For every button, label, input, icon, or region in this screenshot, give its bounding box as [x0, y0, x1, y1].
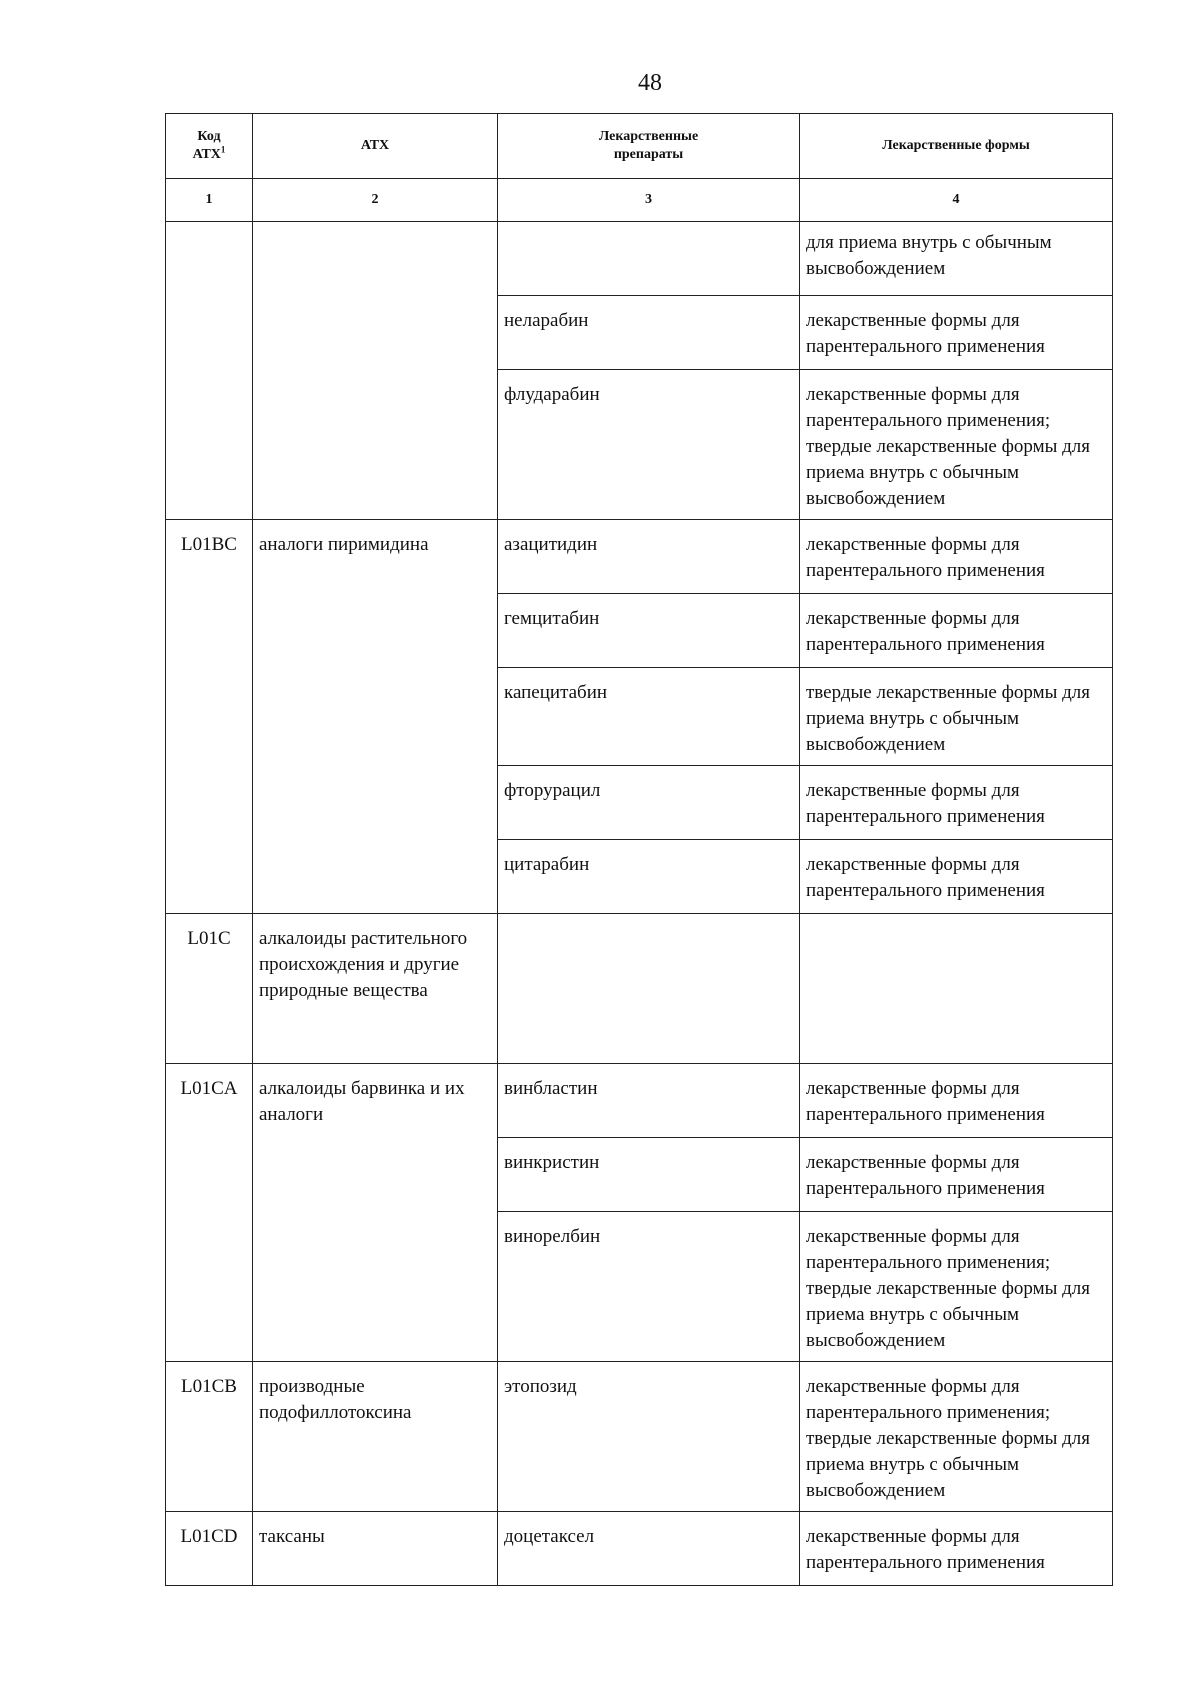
drug-cell: доцетаксел — [498, 1512, 800, 1586]
header-atc-code: Код АТХ$^1$ — [166, 114, 253, 179]
drug-cell: винорелбин — [498, 1212, 800, 1362]
form-cell: лекарственные формы для парентерального применения — [800, 296, 1113, 370]
form-cell: лекарственные формы для парентерального применения — [800, 1064, 1113, 1138]
drug-cell: капецитабин — [498, 668, 800, 766]
atc-group-cell: производные подофиллотоксина — [253, 1362, 498, 1512]
form-cell: лекарственные формы для парентерального применения — [800, 594, 1113, 668]
atc-code-cell: L01CB — [166, 1362, 253, 1512]
form-cell: лекарственные формы для парентерального применения — [800, 766, 1113, 840]
atc-code-cell: L01CD — [166, 1512, 253, 1586]
drug-cell: азацитидин — [498, 520, 800, 594]
atc-group-cell: алкалоиды растительного происхождения и другие природные вещества — [253, 914, 498, 1064]
header-atc: АТХ — [253, 114, 498, 179]
column-number: 3 — [498, 179, 800, 222]
header-drugs: Лекарственные препараты — [498, 114, 800, 179]
drug-cell: гемцитабин — [498, 594, 800, 668]
table-row — [166, 520, 1113, 594]
table-row — [166, 914, 1113, 1064]
column-number: 4 — [800, 179, 1113, 222]
table-row — [166, 222, 1113, 296]
form-cell: лекарственные формы для парентерального применения — [800, 1138, 1113, 1212]
page-number: 48 — [638, 70, 662, 96]
footnote-marker: 1 — [220, 144, 226, 155]
atc-code-cell: L01C — [166, 914, 253, 1064]
drug-cell: неларабин — [498, 296, 800, 370]
table-row — [166, 1362, 1113, 1512]
form-cell: для приема внутрь с обычным высвобождением — [800, 222, 1113, 296]
column-number: 2 — [253, 179, 498, 222]
drug-cell: фторурацил — [498, 766, 800, 840]
form-cell: лекарственные формы для парентерального применения — [800, 520, 1113, 594]
atc-group-cell: таксаны — [253, 1512, 498, 1586]
drug-cell — [498, 222, 800, 296]
form-cell: лекарственные формы для парентерального применения — [800, 1512, 1113, 1586]
table-row — [166, 1064, 1113, 1138]
atc-group-cell — [253, 222, 498, 520]
table-header-row — [166, 114, 1113, 179]
drug-cell: винбластин — [498, 1064, 800, 1138]
form-cell — [800, 914, 1113, 1064]
drug-cell: этопозид — [498, 1362, 800, 1512]
drug-cell: винкристин — [498, 1138, 800, 1212]
drug-cell: флударабин — [498, 370, 800, 520]
drug-cell — [498, 914, 800, 1064]
atc-group-cell: алкалоиды барвинка и их аналоги — [253, 1064, 498, 1362]
header-forms: Лекарственные формы — [800, 114, 1113, 179]
form-cell: лекарственные формы для парентерального применения; твердые лекарственные формы для приема внутрь с обычным высвобождением — [800, 370, 1113, 520]
column-number-row — [166, 179, 1113, 222]
drug-cell: цитарабин — [498, 840, 800, 914]
atc-group-cell: аналоги пиримидина — [253, 520, 498, 914]
form-cell: лекарственные формы для парентерального применения — [800, 840, 1113, 914]
table-row — [166, 1512, 1113, 1586]
atc-drug-table — [165, 113, 1113, 1586]
atc-code-cell: L01BC — [166, 520, 253, 914]
form-cell: лекарственные формы для парентерального применения; твердые лекарственные формы для приема внутрь с обычным высвобождением — [800, 1212, 1113, 1362]
atc-code-cell — [166, 222, 253, 520]
form-cell: твердые лекарственные формы для приема внутрь с обычным высвобождением — [800, 668, 1113, 766]
atc-code-cell: L01CA — [166, 1064, 253, 1362]
form-cell: лекарственные формы для парентерального применения; твердые лекарственные формы для приема внутрь с обычным высвобождением — [800, 1362, 1113, 1512]
column-number: 1 — [166, 179, 253, 222]
